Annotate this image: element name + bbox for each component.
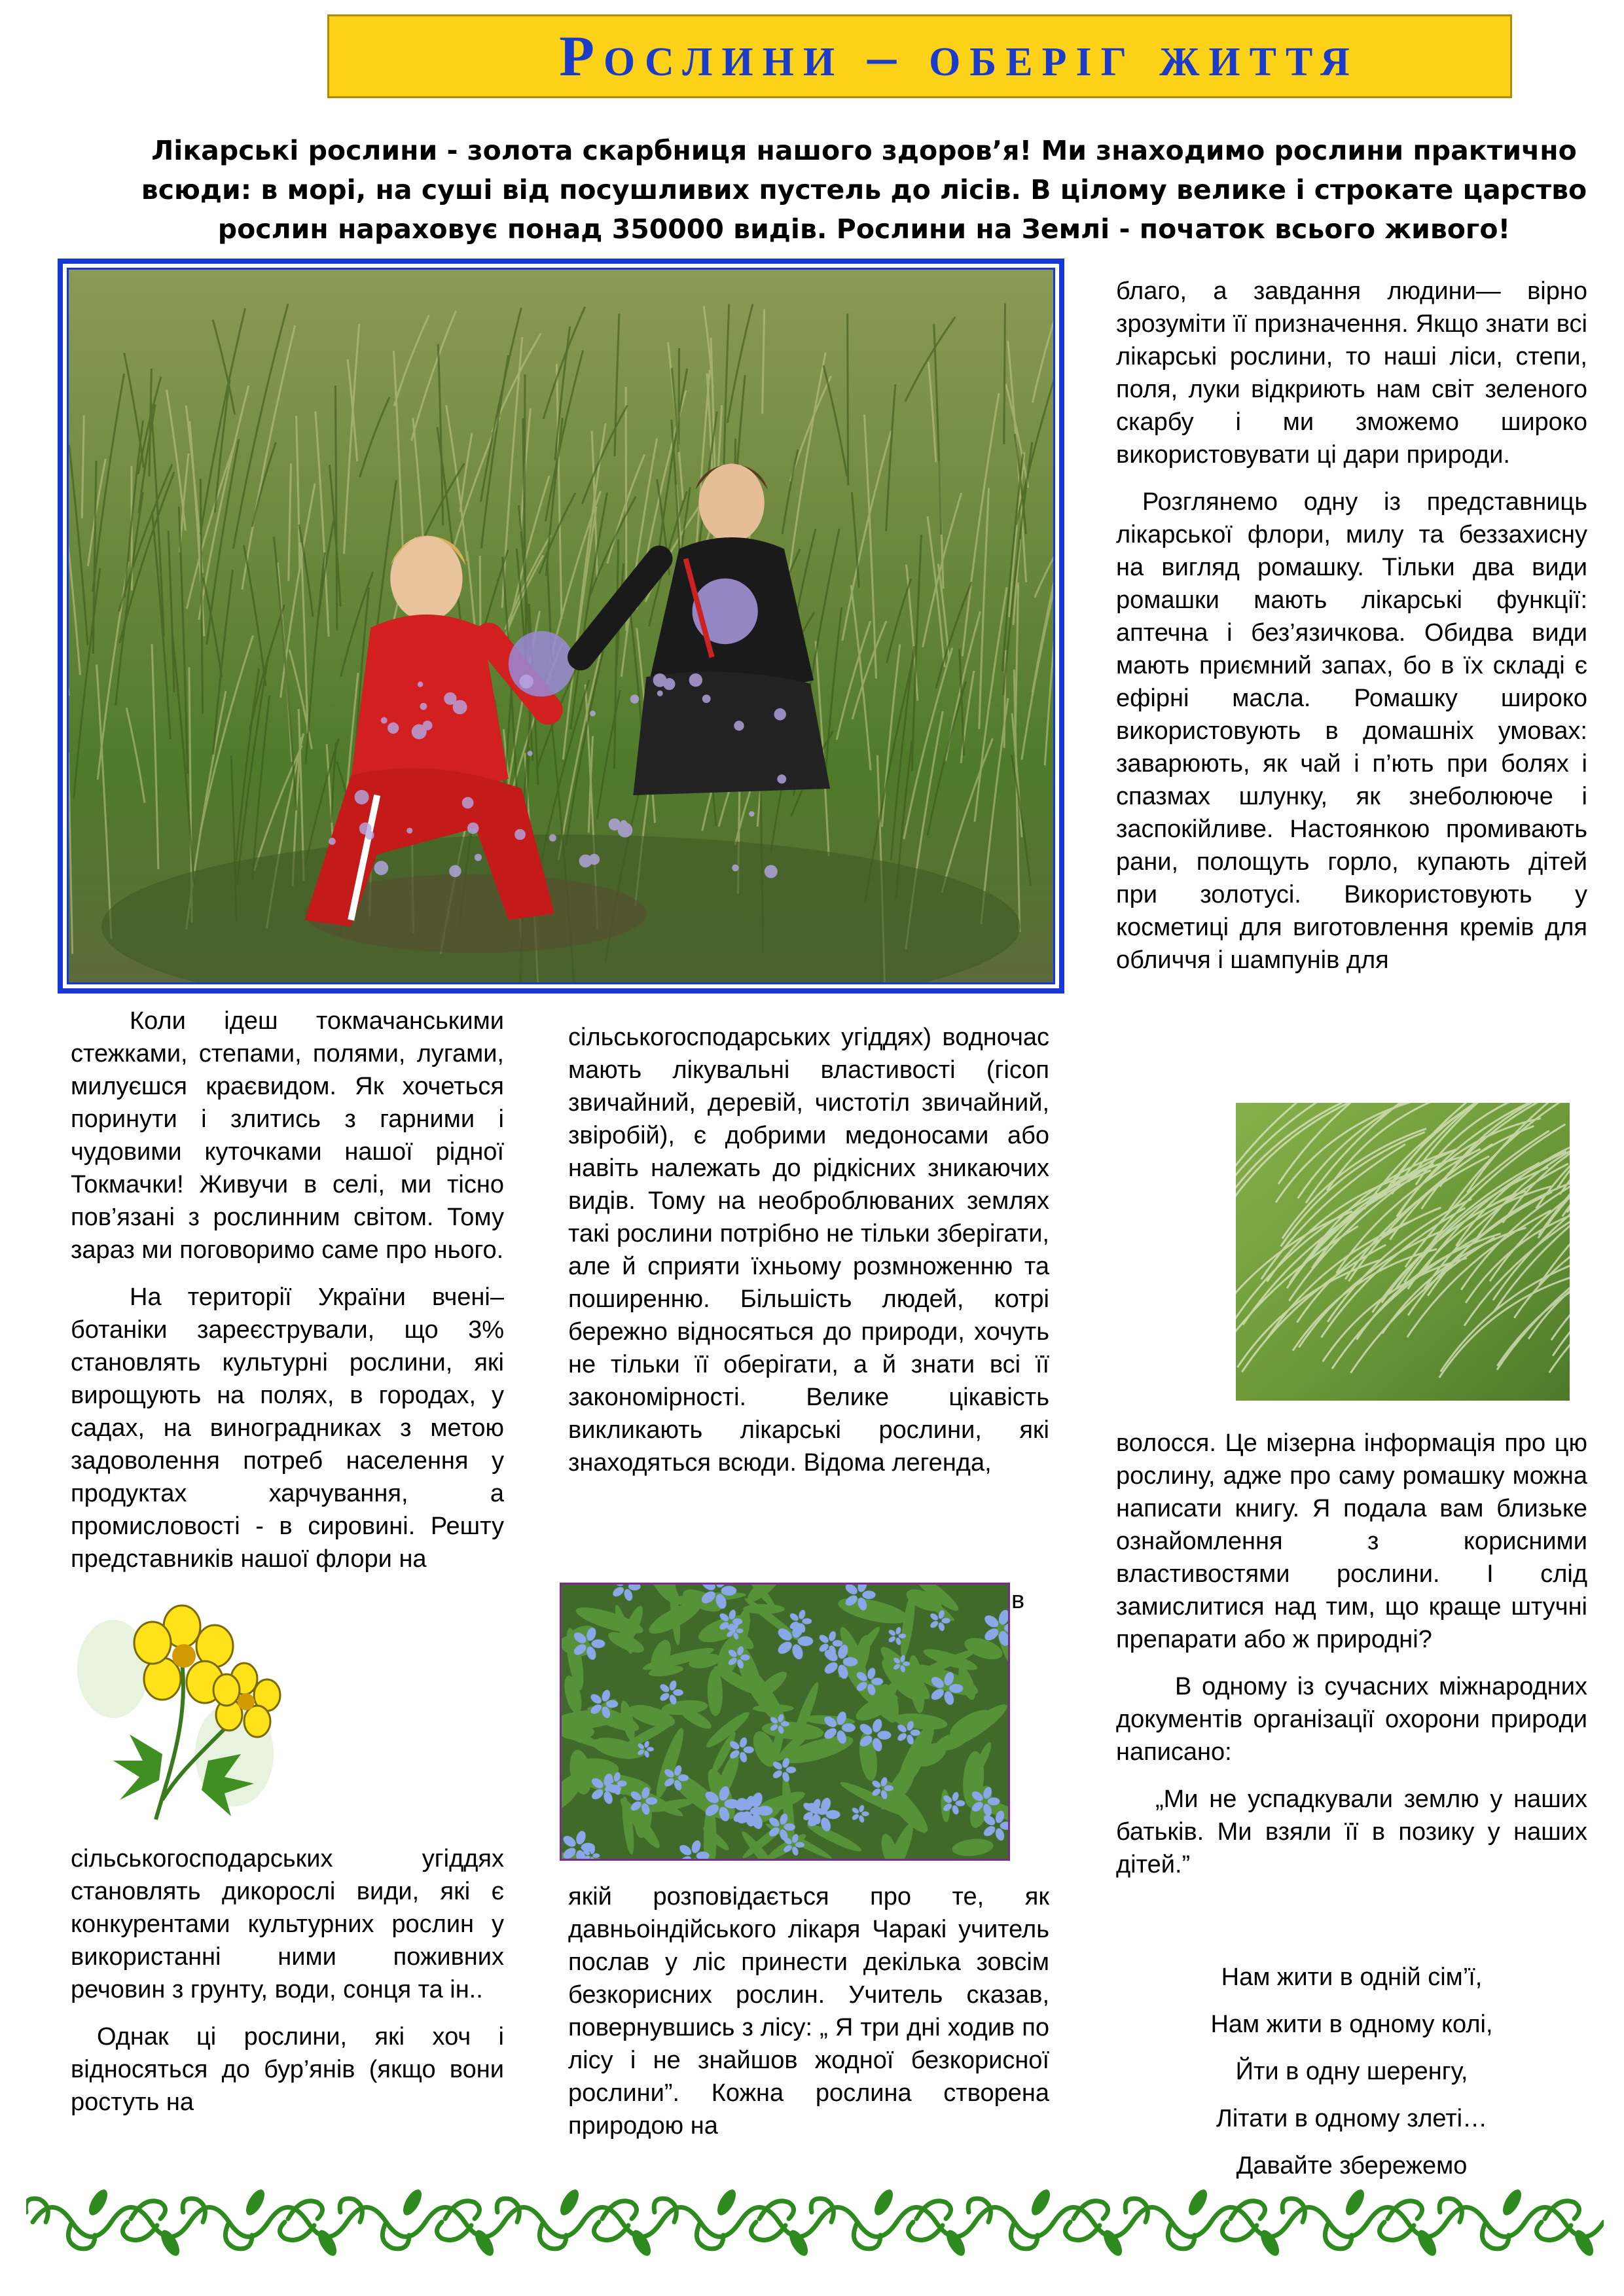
paragraph: Однак ці рослини, які хоч і відносяться до бур’янів (якщо вони ростуть на	[71, 2023, 504, 2116]
dangling-word: в	[1011, 1587, 1025, 1614]
poem-line: Нам жити в одному колі,	[1210, 2011, 1493, 2038]
paragraph: сільськогосподарських угіддях становлять дикорослі види, які є конкурентами культурних рослин у використанні ними поживних речовин з грунту, води, сонця та ін..	[71, 1845, 504, 2003]
paragraph: волосся. Це мізерна інформація про цю рослину, адже про саму ромашку можна написати книгу. Я подала вам близьке ознайомлення з корисними властивостями рослини. І слід замислитися над тим, що краще штучні препарати або ж природні?	[1116, 1429, 1587, 1653]
main-photo	[67, 268, 1055, 984]
flower-clipart	[58, 1590, 293, 1826]
paragraph: якій розповідається про те, як давньоіндійського лікаря Чаракі учитель послав у ліс принести декілька зовсім безкорисних рослин. Учитель сказав, повернувшись з лісу: „ Я три дні ходив по лісу і не знайшов жодної безкорисної рослини”. Кожна рослина створена природою на	[568, 1883, 1049, 2140]
page-title: Рослини – оберіг життя	[559, 24, 1359, 88]
steppe-grass-photo	[1236, 1103, 1570, 1401]
column-3-bottom	[1116, 1427, 1587, 1895]
column-3-top	[1116, 275, 1587, 991]
paragraph: сільськогосподарських угіддях) водночас мають лікувальні властивості (гісоп звичайний, деревій, чистотіл звичайний, звіробій), є добрими медоносами або навіть належать до рідкісних зникаючих видів. Тому на необроблюваних землях такі рослини потрібно не тільки зберігати, але й сприяти їхньому розмноженню та поширенню. Більшість людей, котрі бережно відносяться до природи, хочуть не тільки її оберігати, а й знати всі її закономірності. Велике цікавість викликають лікарські рослини, які знаходяться всюди. Відома легенда,	[568, 1024, 1049, 1477]
poem-line: Йти в одну шеренгу,	[1235, 2058, 1468, 2085]
column-2-top	[568, 1021, 1049, 1494]
paragraph: В одному із сучасних міжнародних документів організації охорони природи написано:	[1116, 1673, 1587, 1766]
paragraph: Розглянемо одну із представниць лікарської флори, милу та беззахисну на вигляд ромашку. Тільки два види ромашки мають лікарські функції: аптечна і без’язичкова. Обидва види мають приємний запах, бо в їх складі є ефірні масла. Ромашку широко використовують в домашніх умовах: заварюють, як чай і п’ють при болях і спазмах шлунку, як знеболююче і заспокійливе. Настоянкою промивають рани, полощуть горло, купають дітей при золотусі. Використовують у косметиці для виготовлення кремів для обличчя і шампунів для	[1116, 488, 1587, 974]
paragraph: благо, а завдання людини— вірно зрозуміти її призначення. Якщо знати всі лікарські рослини, то наші ліси, степи, поля, луки відкриють нам світ зеленого скарбу і ми зможемо широко використовувати ці дари природи.	[1116, 278, 1587, 469]
column-2-bottom	[568, 1880, 1049, 2157]
poem-line: Давайте збережемо	[1236, 2152, 1468, 2179]
poem-line: Літати в одному злеті…	[1216, 2105, 1488, 2132]
quote: „Ми не успадкували землю у наших батьків. Ми взяли її в позику у наших дітей.”	[1116, 1785, 1587, 1878]
main-photo-frame	[58, 259, 1064, 994]
column-1-bottom	[71, 1842, 504, 2133]
ornamental-border	[26, 2183, 1604, 2261]
intro-text: Лікарські рослини - золота скарбниця нашого здоров’я! Ми знаходимо рослини практично всюди: в морі, на суші від посушливих пустель до лісів. В цілому велике і строкате царство рослин нараховує понад 350000 видів. Рослини на Землі - початок всього живого!	[141, 135, 1587, 245]
title-banner	[327, 14, 1512, 98]
column-1-top	[71, 1005, 504, 1590]
paragraph: На території України вчені–ботаніки зареєстрували, що 3% становлять культурні рослини, які вирощують на полях, в городах, у садах, на виноградниках з метою задоволення потреб населення у продуктах харчування, а промисловості - в сировині. Решту представників нашої флори на	[71, 1283, 504, 1573]
poem	[1116, 1954, 1587, 2189]
paragraph: Коли ідеш токмачанськими стежками, степами, полями, лугами, милуєшся краєвидом. Як хочеться поринути і злитись з гарними і чудовими куточками нашої рідної Токмачки! Живучи в селі, ми тісно пов’язані з рослинним світом. Тому зараз ми поговоримо саме про нього.	[71, 1007, 504, 1264]
poem-line: Нам жити в одній сім’ї,	[1221, 1964, 1483, 1991]
flowers-photo	[560, 1583, 1010, 1861]
